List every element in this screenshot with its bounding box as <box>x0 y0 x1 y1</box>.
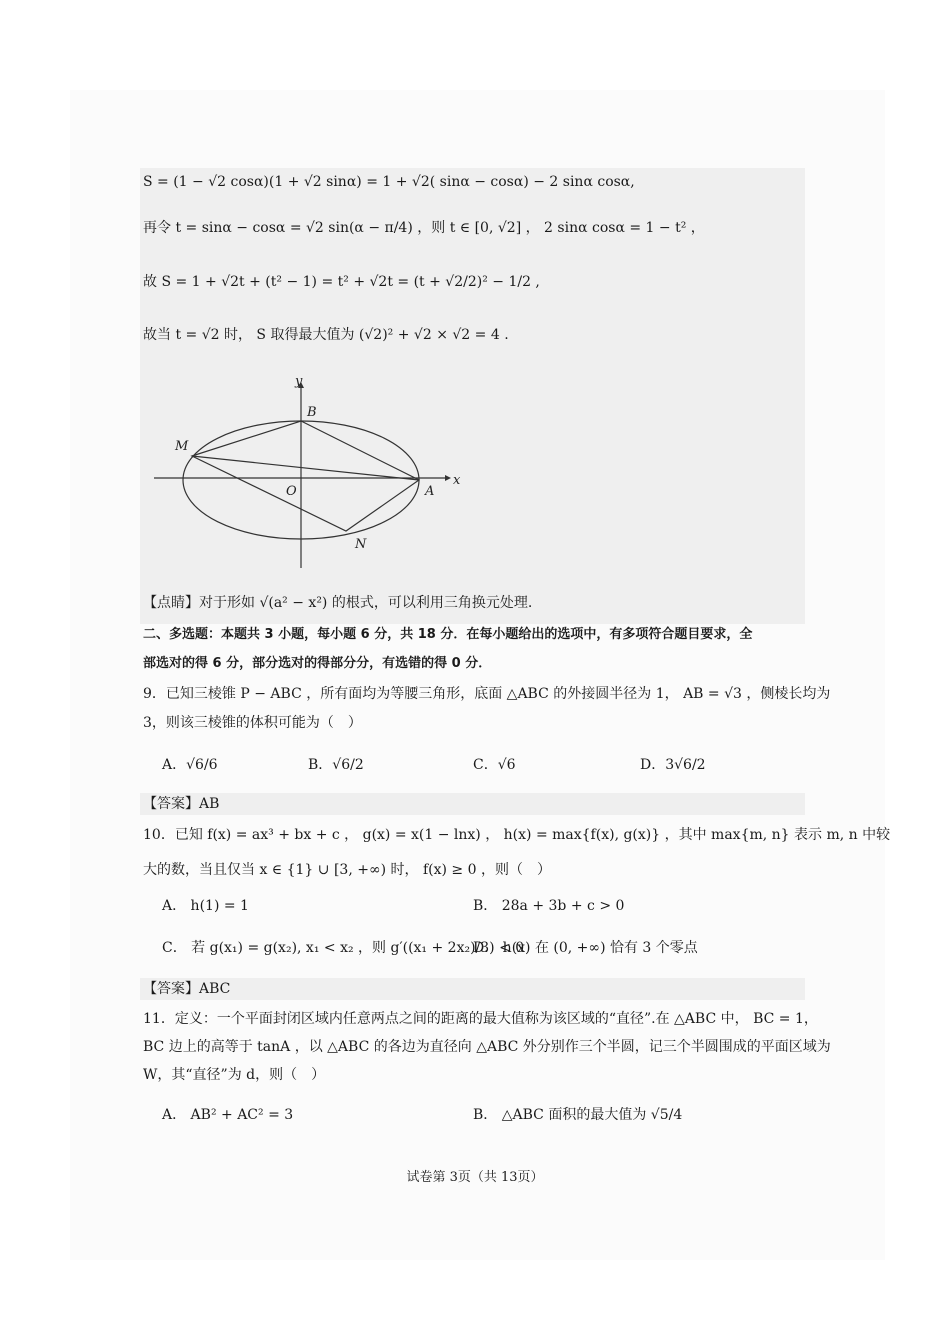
q10-option-a: A． h(1) = 1 <box>162 898 249 914</box>
solution-line-4: 故当 t = √2 时， S 取得最大值为 (√2)² + √2 × √2 = 4 . <box>143 327 509 343</box>
q9-line-1: 9．已知三棱锥 P − ABC ，所有面均为等腰三角形，底面 △ABC 的外接圆半径为 1， AB = √3 ，侧棱长均为 <box>143 686 831 702</box>
answer10-block <box>140 978 805 1000</box>
q9-line-2: 3，则该三棱锥的体积可能为（ ） <box>143 715 362 731</box>
q9-option-c: C．√6 <box>473 757 516 773</box>
q10-line-1: 10．已知 f(x) = ax³ + bx + c ， g(x) = x(1 − lnx) ， h(x) = max{f(x), g(x)} ，其中 max{m, n} 表示 m, n 中较 <box>143 827 891 843</box>
section-heading-line-1: 二、多选题：本题共 3 小题，每小题 6 分，共 18 分．在每小题给出的选项中，有多项符合题目要求，全 <box>143 627 753 642</box>
section-heading-line-2: 部选对的得 6 分，部分选对的得部分分，有选错的得 0 分． <box>143 656 492 671</box>
q10-option-c: C． 若 g(x₁) = g(x₂), x₁ < x₂ ，则 g′((x₁ + 2x₂)/3) < 0 <box>162 940 525 956</box>
q10-line-2: 大的数，当且仅当 x ∈ {1} ∪ [3, +∞) 时， f(x) ≥ 0 ，则（ ） <box>143 862 551 878</box>
label-x: x <box>453 473 461 488</box>
answer9-block <box>140 793 805 815</box>
ellipse-figure <box>140 358 480 584</box>
label-M: M <box>175 439 189 454</box>
q11-line-3: W，其“直径”为 d，则（ ） <box>143 1067 326 1083</box>
blurred-header <box>215 118 725 130</box>
q11-option-b: B． △ABC 面积的最大值为 √5/4 <box>473 1107 683 1123</box>
q9-option-d: D．3√6/2 <box>640 757 706 773</box>
q9-answer: 【答案】AB <box>143 796 220 812</box>
solution-tail-block <box>480 358 805 624</box>
q11-option-a: A． AB² + AC² = 3 <box>162 1107 294 1123</box>
solution-line-1: S = (1 − √2 cosα)(1 + √2 sinα) = 1 + √2( sinα − cosα) − 2 sinα cosα, <box>143 174 635 190</box>
segment-MA <box>192 456 419 480</box>
q9-option-a: A．√6/6 <box>162 757 218 773</box>
x-arrow <box>445 475 451 481</box>
q10-option-d: D． h(x) 在 (0, +∞) 恰有 3 个零点 <box>473 940 698 956</box>
label-y: y <box>295 374 303 389</box>
label-A: A <box>425 484 435 499</box>
q10-answer: 【答案】ABC <box>143 981 231 997</box>
solution-line-2: 再令 t = sinα − cosα = √2 sin(α − π/4) ，则 t ∈ [0, √2] ， 2 sinα cosα = 1 − t² ， <box>143 220 705 236</box>
label-O: O <box>286 484 297 499</box>
q9-option-b: B．√6/2 <box>308 757 364 773</box>
solution-line-3: 故 S = 1 + √2t + (t² − 1) = t² + √2t = (t + √2/2)² − 1/2 , <box>143 274 540 290</box>
q11-line-1: 11．定义：一个平面封闭区域内任意两点之间的距离的最大值称为该区域的“直径”.在 △ABC 中， BC = 1， <box>143 1011 818 1027</box>
q11-line-2: BC 边上的高等于 tanA ，以 △ABC 的各边为直径向 △ABC 外分别作三个半圆，记三个半圆围成的平面区域为 <box>143 1039 831 1055</box>
page-footer: 试卷第 3页（共 13页） <box>406 1170 544 1185</box>
q10-option-b: B． 28a + 3b + c > 0 <box>473 898 625 914</box>
label-B: B <box>307 405 317 420</box>
label-N: N <box>355 537 367 552</box>
tip-text: 【点睛】对于形如 √(a² − x²) 的根式，可以利用三角换元处理. <box>143 595 533 611</box>
